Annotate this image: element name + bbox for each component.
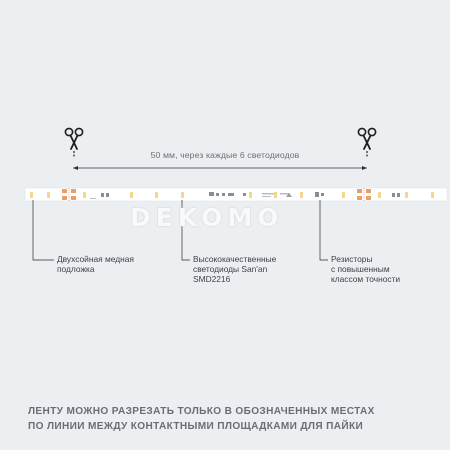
callout-leds [193, 254, 303, 284]
brand-watermark: DEKOMO [130, 203, 284, 232]
callout-line: Двухсойная медная [57, 254, 134, 264]
instruction-line: ЛЕНТУ МОЖНО РАЗРЕЗАТЬ ТОЛЬКО В ОБОЗНАЧЕННЫХ МЕСТАХ [28, 406, 375, 417]
cut-interval-label: 50 мм, через каждые 6 светодиодов [150, 150, 300, 160]
instruction-line: ПО ЛИНИИ МЕЖДУ КОНТАКТНЫМИ ПЛОЩАДКАМИ ДЛЯ ПАЙКИ [28, 421, 364, 432]
callout-line: подложка [57, 264, 95, 274]
callout-line: SMD2216 [193, 274, 231, 284]
callout-line: классом точности [331, 274, 401, 284]
callout-line: с повышенным [331, 264, 390, 274]
callout-resistors [331, 254, 441, 284]
callout-line: Высококачественные [193, 254, 277, 264]
led-strip-body [25, 188, 447, 201]
callout-line: светодиоды San'an [193, 264, 268, 274]
dimension-arrow [73, 166, 367, 170]
scissors-icon [356, 127, 378, 157]
scissors-icon [63, 127, 85, 157]
cutting-instruction [28, 404, 428, 434]
callout-line: Резисторы [331, 254, 373, 264]
callout-copper-substrate [57, 254, 167, 274]
